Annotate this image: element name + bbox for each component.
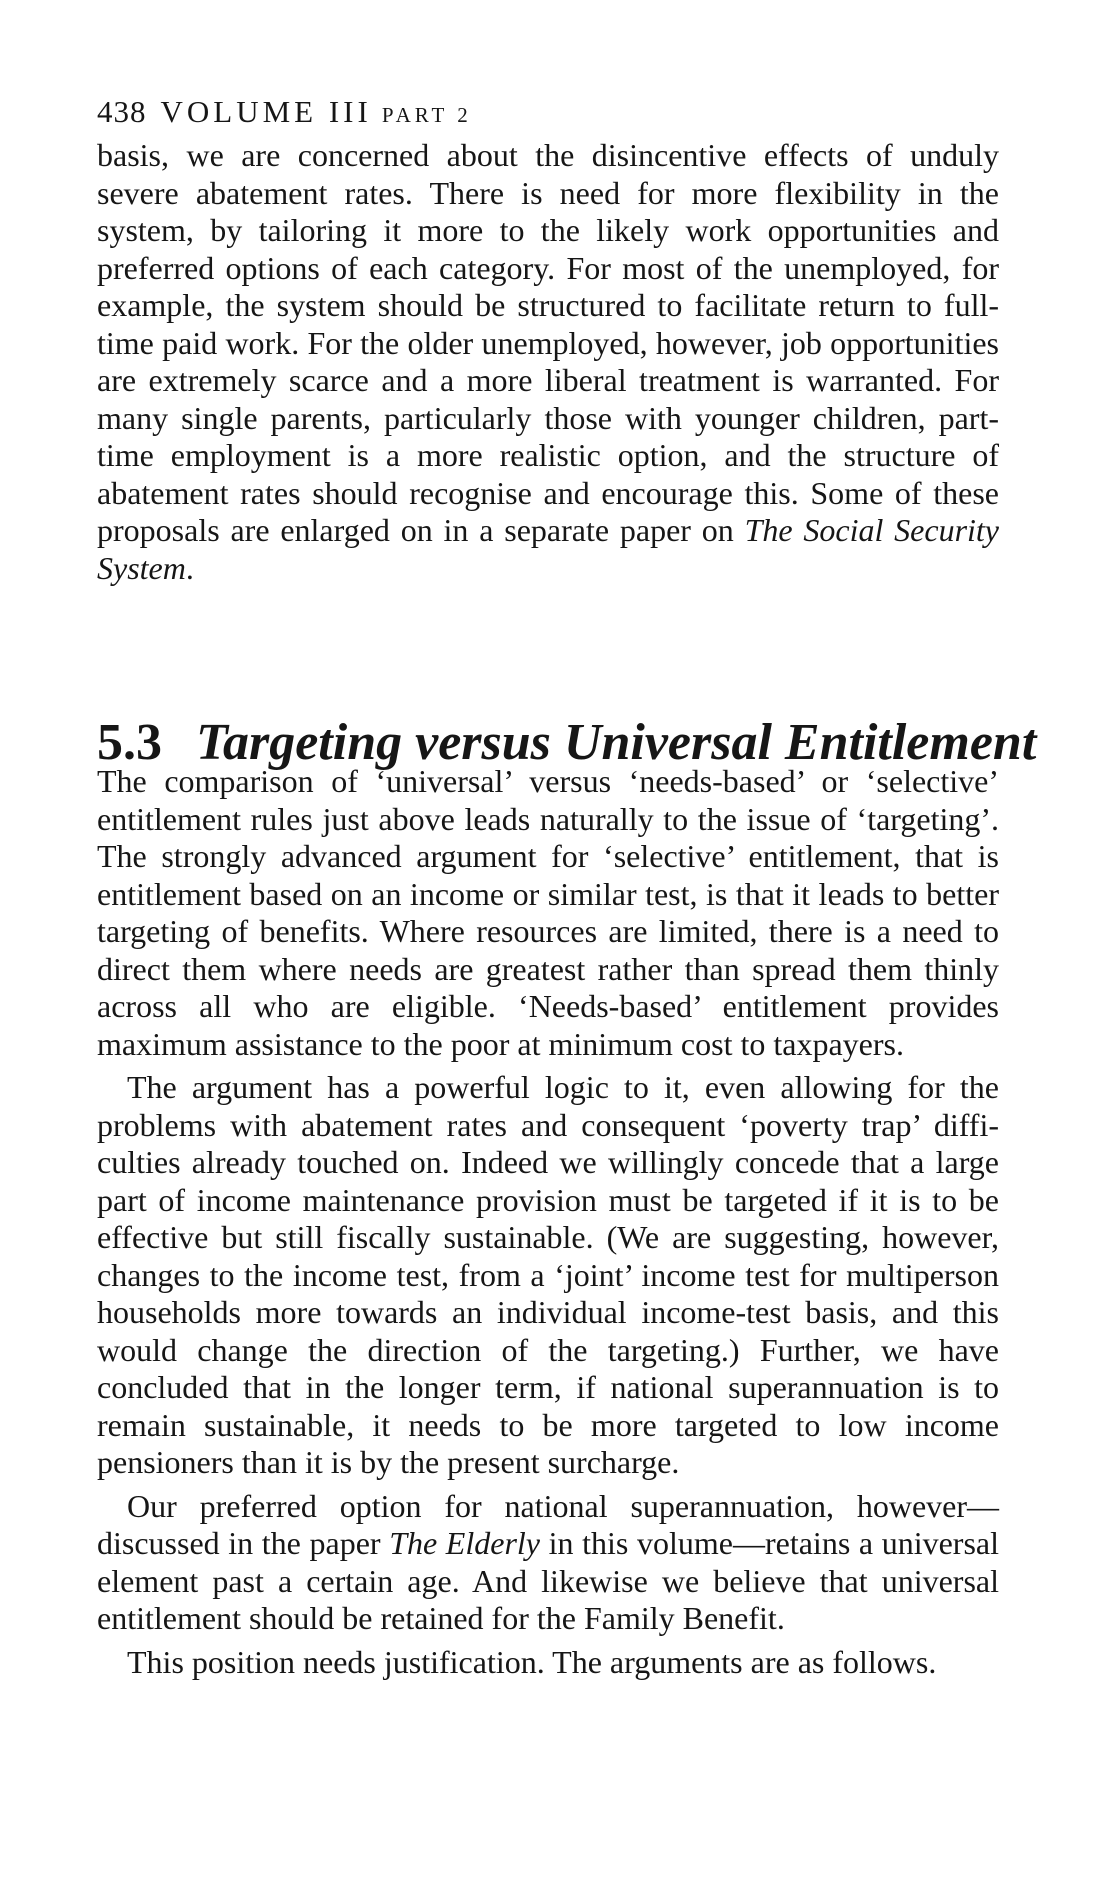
preferred-option-text: Our preferred option for national superannuation, however— discussed in the paper	[97, 1487, 999, 1561]
continued-paragraph-block	[97, 137, 999, 587]
paragraph-preferred-option	[97, 1488, 999, 1638]
section-number: 5.3	[97, 714, 162, 772]
paragraph-closing: This position needs justification. The arguments are as follows.	[127, 1643, 937, 1680]
part-label: PART 2	[381, 103, 472, 127]
running-head	[97, 92, 472, 135]
paragraph-targeting-intro: The comparison of ‘universal’ versus ‘needs-based’ or ‘selective’ entitlement rules just above leads naturally to the issue of ‘targeting’. The strongly advanced argument for ‘selective’ entitlement, that is entitlement based on an income or similar test, is that it leads to better targeting of benefits. Where resources are limited, there is a need to direct them where needs are greatest rather than spread them thinly across all who are eligible. ‘Needs-based’ entitlement provides maximum assistance to the poor at minimum cost to taxpayers.	[97, 763, 999, 1062]
continued-paragraph	[97, 137, 999, 587]
preferred-option-text-end: in this volume—retains a universal element past a certain age. And likewise we believe that universal entitlement should be retained for the Family Benefit.	[97, 1525, 1000, 1636]
section-body	[97, 763, 999, 1681]
continued-paragraph-text: basis, we are concerned about the disincentive effects of unduly severe abatement rates. There is need for more flexibility in the system, by tailoring it more to the likely work opportunities and preferred options of each category. For most of the unemployed, for example, the system should be structured to facilitate return to full-time paid work. For the older unemployed, however, job opportunities are extremely scarce and a more liberal treatment is warranted. For many single parents, particularly those with younger children, part-time employment is a more realistic option, and the structure of abatement rates should recognise and encourage this. Some of these proposals are enlarged on in a separate paper on	[97, 137, 999, 548]
paragraph-argument-logic: The argument has a powerful logic to it, even allowing for the problems with abatement rates and consequent ‘poverty trap’ difficulties already touched on. Indeed we willingly concede that a large part of income maintenance provision must be targeted if it is to be effective but still fiscally sustainable. (We are suggesting, however, changes to the income test, from a ‘joint’ income test for multiperson households more towards an individual income-test basis, and this would change the direction of the targeting.) Further, we have concluded that in the longer term, if national superannuation is to remain sustainable, it needs to be more targeted to low income pensioners than it is by the present surcharge.	[97, 1069, 999, 1480]
page-number: 438	[97, 94, 147, 129]
section-title: Targeting versus Universal Entitlement	[196, 714, 1037, 772]
paper-title-elderly: The Elderly	[389, 1525, 540, 1561]
continued-paragraph-end: .	[185, 549, 194, 586]
volume-label: VOLUME III	[160, 94, 372, 129]
paper-title-social-security: The Social Security System	[97, 512, 1000, 586]
